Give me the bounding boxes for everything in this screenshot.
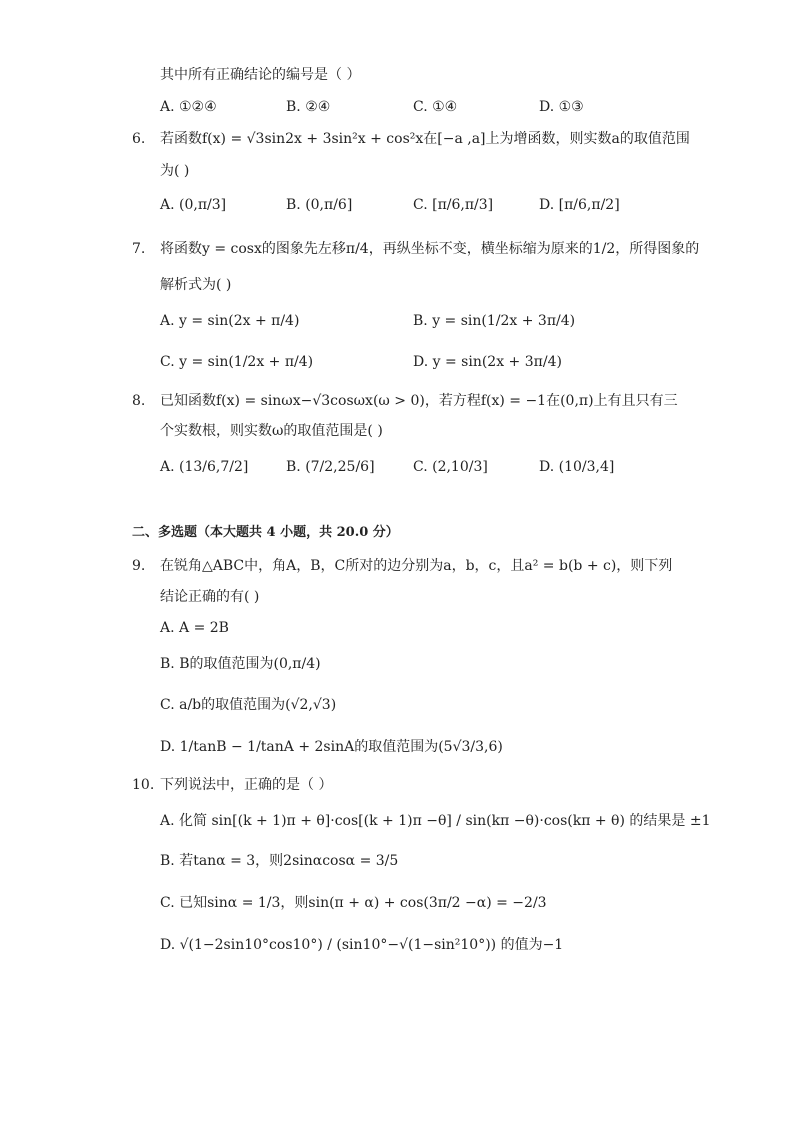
q5-option-d[interactable]: D. ①③ — [539, 99, 584, 115]
q7-option-c[interactable]: C. y = sin(1/2x + π/4) — [160, 354, 314, 370]
q10-option-a[interactable]: A. 化简 sin[(k + 1)π + θ]·cos[(k + 1)π −θ] / sin(kπ −θ)·cos(kπ + θ) 的结果是 ±1 — [160, 813, 711, 829]
q9-option-b[interactable]: B. B的取值范围为(0,π/4) — [160, 656, 321, 672]
question-number: 6. — [132, 131, 146, 147]
q9-option-d[interactable]: D. 1/tanB − 1/tanA + 2sinA的取值范围为(5√3/3,6) — [160, 739, 503, 755]
q8-option-d[interactable]: D. (10/3,4] — [539, 459, 615, 475]
q5-stem-continuation: 其中所有正确结论的编号是（ ） — [160, 67, 361, 83]
q10-option-b[interactable]: B. 若tanα = 3，则2sinαcosα = 3/5 — [160, 853, 399, 869]
q5-option-c[interactable]: C. ①④ — [413, 99, 458, 115]
q5-option-a[interactable]: A. ①②④ — [160, 99, 217, 115]
q9-option-c[interactable]: C. a/b的取值范围为(√2,√3) — [160, 697, 337, 713]
q7-option-b[interactable]: B. y = sin(1/2x + 3π/4) — [413, 313, 576, 329]
section-heading: 二、多选题（本大题共 4 小题，共 20.0 分） — [132, 525, 399, 540]
q5-option-b[interactable]: B. ②④ — [286, 99, 331, 115]
question-number: 8. — [132, 393, 146, 409]
q7-option-d[interactable]: D. y = sin(2x + 3π/4) — [413, 354, 562, 370]
q7-option-a[interactable]: A. y = sin(2x + π/4) — [160, 313, 300, 329]
q8-option-c[interactable]: C. (2,10/3] — [413, 459, 488, 475]
q6-option-b[interactable]: B. (0,π/6] — [286, 197, 353, 213]
q8-option-a[interactable]: A. (13/6,7/2] — [160, 459, 249, 475]
q7-stem-line1: 将函数y = cosx的图象先左移π/4，再纵坐标不变，横坐标缩为原来的1/2，所得图象的 — [160, 241, 700, 257]
q7-stem-line2: 解析式为( ) — [160, 277, 232, 293]
q10-option-c[interactable]: C. 已知sinα = 1/3，则sin(π + α) + cos(3π/2 −α) = −2/3 — [160, 895, 547, 911]
question-number: 10. — [132, 777, 155, 793]
q6-stem-line2: 为( ) — [160, 163, 190, 179]
q10-stem: 下列说法中，正确的是（ ） — [160, 777, 333, 793]
q6-option-a[interactable]: A. (0,π/3] — [160, 197, 227, 213]
q8-option-b[interactable]: B. (7/2,25/6] — [286, 459, 375, 475]
q10-option-d[interactable]: D. √(1−2sin10°cos10°) / (sin10°−√(1−sin²10°)) 的值为−1 — [160, 937, 564, 953]
q9-option-a[interactable]: A. A = 2B — [160, 620, 229, 636]
q6-option-d[interactable]: D. [π/6,π/2] — [539, 197, 620, 213]
question-number: 7. — [132, 241, 146, 257]
q8-stem-line2: 个实数根，则实数ω的取值范围是( ) — [160, 423, 383, 439]
q6-stem-line1: 若函数f(x) = √3sin2x + 3sin²x + cos²x在[−a ,a]上为增函数，则实数a的取值范围 — [160, 131, 690, 147]
question-number: 9. — [132, 558, 146, 574]
q9-stem-line1: 在锐角△ABC中，角A，B，C所对的边分别为a，b，c，且a² = b(b + c)，则下列 — [160, 558, 673, 574]
q9-stem-line2: 结论正确的有( ) — [160, 589, 260, 605]
q6-option-c[interactable]: C. [π/6,π/3] — [413, 197, 494, 213]
q8-stem-line1: 已知函数f(x) = sinωx−√3cosωx(ω > 0)，若方程f(x) = −1在(0,π)上有且只有三 — [160, 393, 678, 409]
